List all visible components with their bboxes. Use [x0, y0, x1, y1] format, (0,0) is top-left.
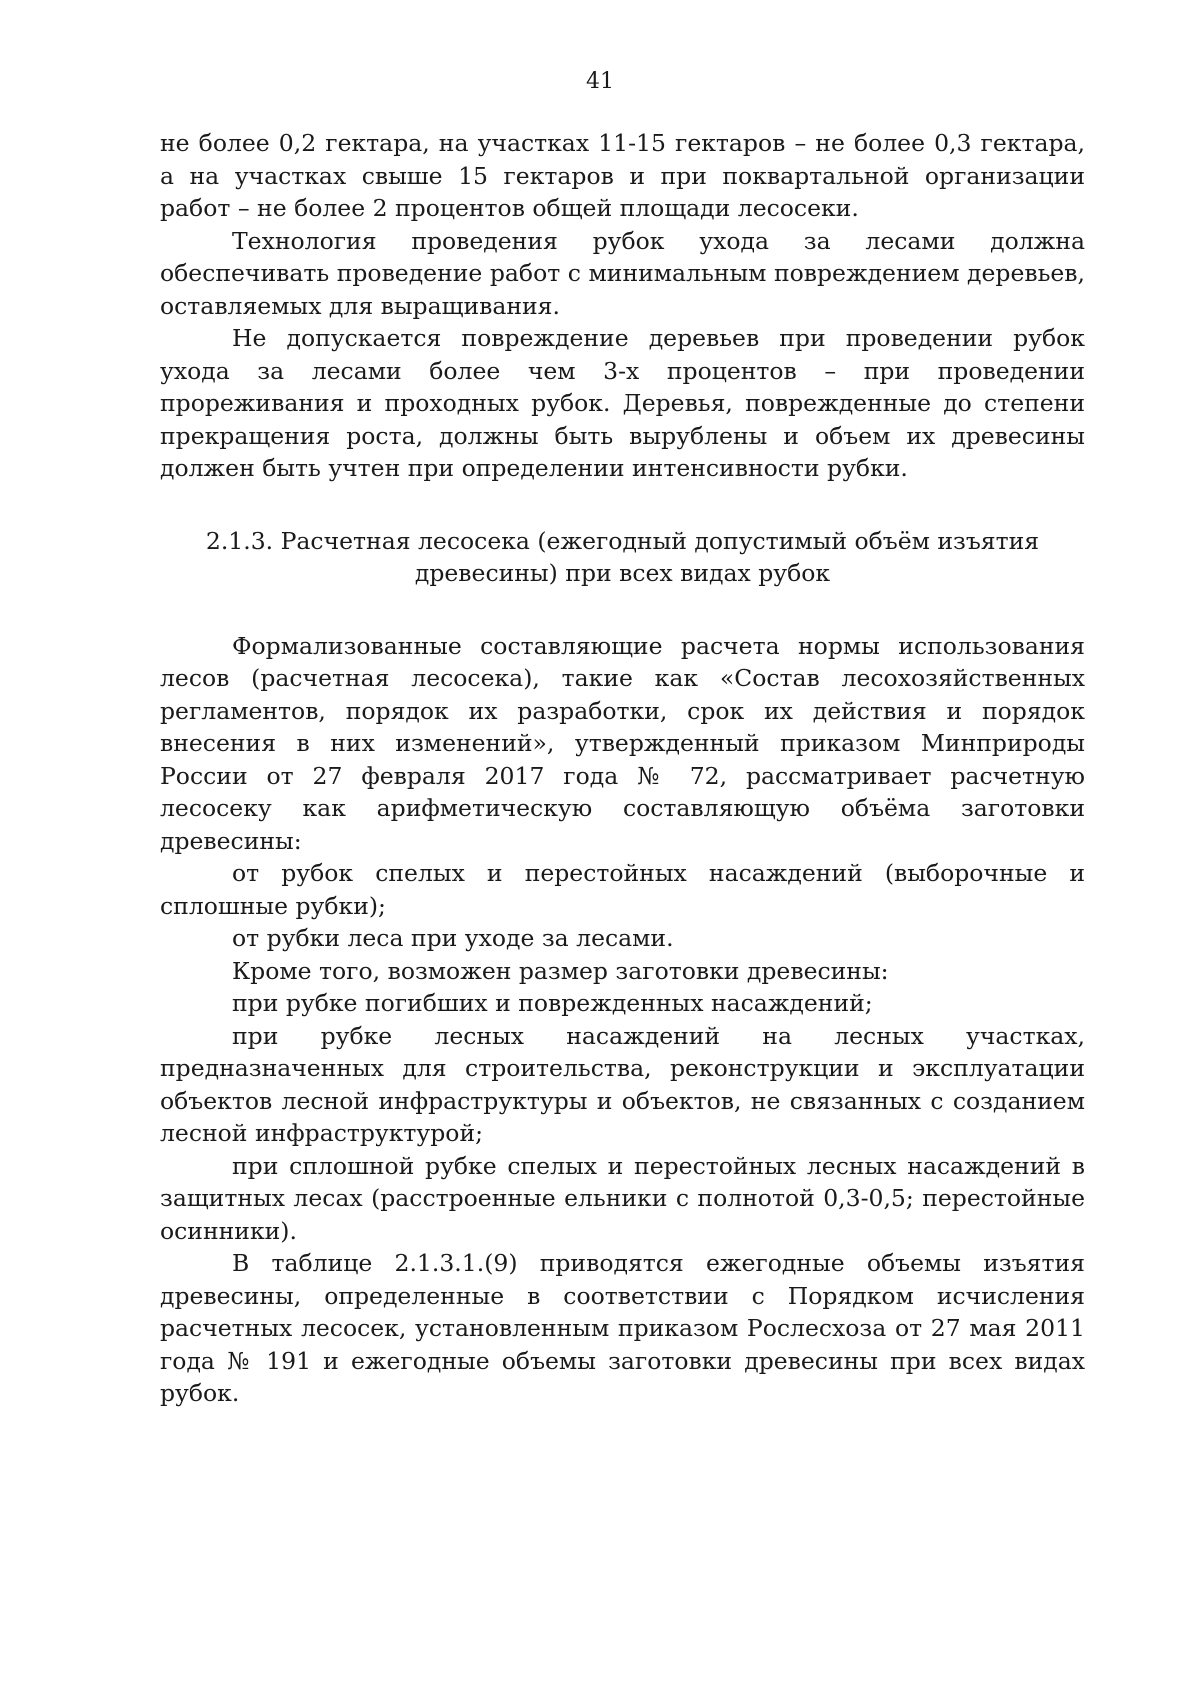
paragraph: от рубки леса при уходе за лесами. — [232, 924, 674, 952]
paragraph: Технология проведения рубок ухода за лесами должна обеспечивать проведение работ с минимальным повреждением деревьев, оставляемых для выращивания. — [160, 226, 1085, 320]
section-heading-line-1: 2.1.3. Расчетная лесосека (ежегодный допустимый объём изъятия — [205, 526, 1040, 555]
paragraph: при рубке лесных насаждений на лесных участках, предназначенных для строительства, реконструкции и эксплуатации объектов лесной инфраструктуры и объектов, не связанных с созданием лесной инфраструктурой; — [160, 1021, 1085, 1147]
paragraphs-after-heading — [160, 630, 1085, 1410]
paragraph: Формализованные составляющие расчета нормы использования лесов (расчетная лесосека), такие как «Состав лесохозяйственных регламентов, порядок их разработки, срок их действия и порядок внесения в них изменений», утвержденный приказом Минприроды России от 27 февраля 2017 года № 72, рассматривает расчетную лесосеку как арифметическую составляющую объёма заготовки древесины: — [160, 631, 1085, 855]
page-number: 41 — [586, 69, 614, 94]
section-heading-line-2: древесины) при всех видах рубок — [414, 559, 831, 587]
document-body — [160, 127, 1085, 1410]
paragraph: В таблице 2.1.3.1.(9) приводятся ежегодные объемы изъятия древесины, определенные в соответствии с Порядком исчисления расчетных лесосек, установленным приказом Рослесхоза от 27 мая 2011 года № 191 и ежегодные объемы заготовки древесины при всех видах рубок. — [160, 1249, 1085, 1407]
section-heading — [160, 525, 1085, 590]
paragraph: Кроме того, возможен размер заготовки древесины: — [232, 956, 889, 985]
paragraph: Не допускается повреждение деревьев при проведении рубок ухода за лесами более чем 3-х процентов – при проведении прореживания и проходных рубок. Деревья, поврежденные до степени прекращения роста, должны быть вырублены и объем их древесины должен быть учтен при определении интенсивности рубки. — [160, 324, 1085, 482]
paragraph: при сплошной рубке спелых и перестойных лесных насаждений в защитных лесах (расстроенные ельники с полнотой 0,3-0,5; перестойные осинники). — [160, 1151, 1085, 1245]
paragraph: при рубке погибших и поврежденных насаждений; — [232, 989, 873, 1017]
paragraph: от рубок спелых и перестойных насаждений (выборочные и сплошные рубки); — [160, 859, 1085, 920]
paragraphs-before-heading — [160, 127, 1085, 485]
paragraph: не более 0,2 гектара, на участках 11-15 гектаров – не более 0,3 гектара, а на участках свыше 15 гектаров и при поквартальной организации работ – не более 2 процентов общей площади лесосеки. — [160, 129, 1085, 222]
